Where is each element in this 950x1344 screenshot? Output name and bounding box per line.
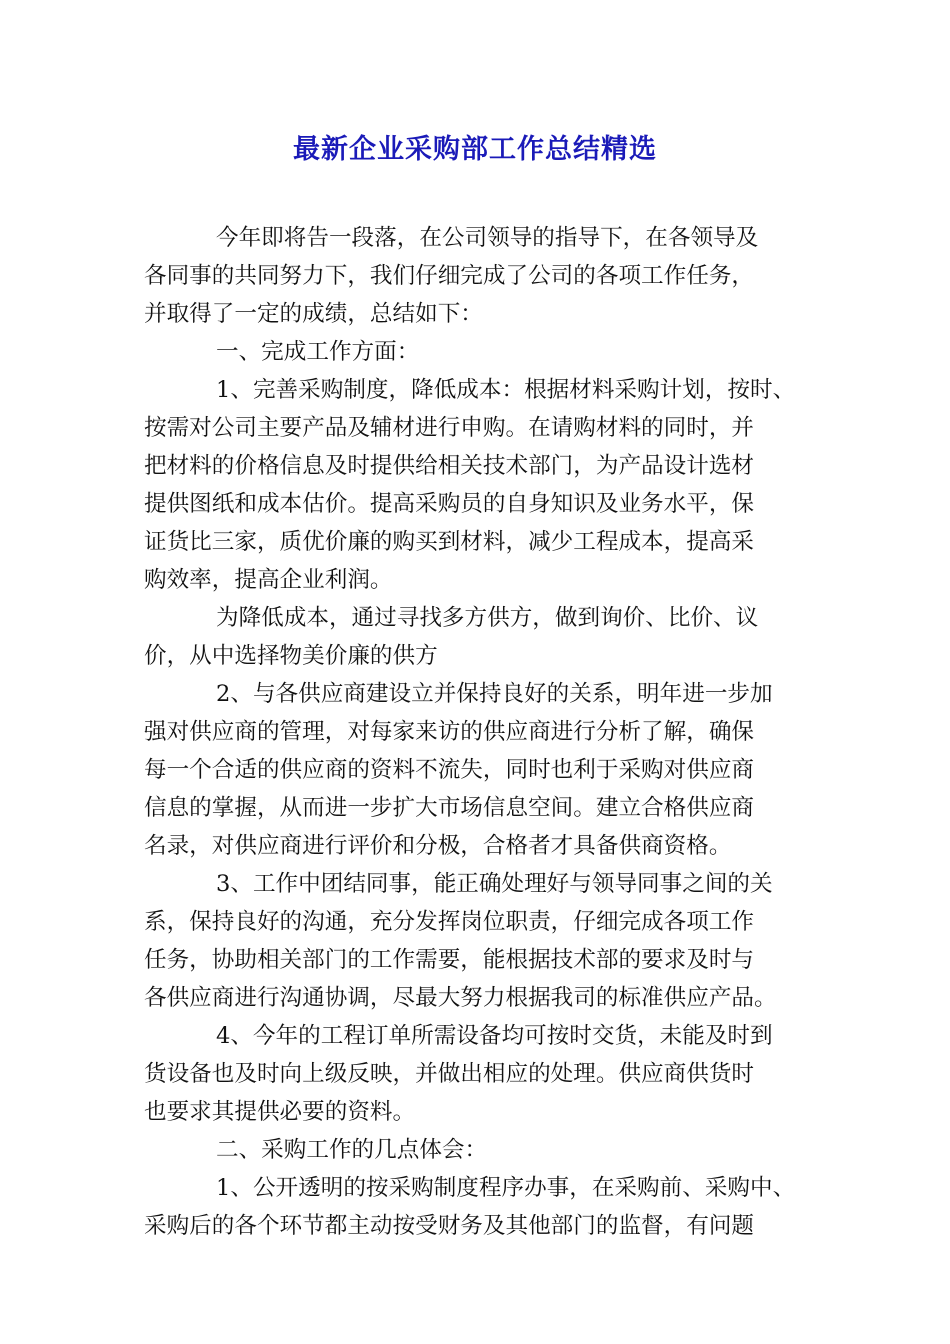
text-line: 每一个合适的供应商的资料不流失，同时也利于采购对供应商 <box>144 757 755 783</box>
text-line: 系，保持良好的沟通，充分发挥岗位职责，仔细完成各项工作 <box>144 909 755 935</box>
document-body <box>144 219 824 1245</box>
text-line: 采购后的各个环节都主动按受财务及其他部门的监督，有问题 <box>144 1213 755 1239</box>
text-line: 强对供应商的管理，对每家来访的供应商进行分析了解，确保 <box>144 719 755 745</box>
text-line: 名录，对供应商进行评价和分极，合格者才具备供商资格。 <box>144 833 732 859</box>
text-line: 任务，协助相关部门的工作需要，能根据技术部的要求及时与 <box>144 947 755 973</box>
text-line: 也要求其提供必要的资料。 <box>144 1099 416 1125</box>
text-line: 1、公开透明的按采购制度程序办事，在采购前、采购中、 <box>216 1175 796 1201</box>
text-line: 货设备也及时向上级反映，并做出相应的处理。供应商供货时 <box>144 1061 755 1087</box>
text-line: 并取得了一定的成绩，总结如下： <box>144 301 483 327</box>
text-line: 提供图纸和成本估价。提高采购员的自身知识及业务水平，保 <box>144 491 755 517</box>
text-line: 购效率，提高企业利润。 <box>144 567 393 593</box>
text-line: 把材料的价格信息及时提供给相关技术部门，为产品设计选材 <box>144 453 755 479</box>
text-line: 3、工作中团结同事，能正确处理好与领导同事之间的关 <box>216 871 773 897</box>
text-line: 证货比三家，质优价廉的购买到材料，减少工程成本，提高采 <box>144 529 755 555</box>
text-line: 二、采购工作的几点体会： <box>216 1137 488 1163</box>
text-line: 价，从中选择物美价廉的供方 <box>144 643 438 669</box>
text-line: 今年即将告一段落，在公司领导的指导下，在各领导及 <box>216 225 759 251</box>
page-title: 最新企业采购部工作总结精选 <box>293 134 657 165</box>
text-line: 各供应商进行沟通协调，尽最大努力根据我司的标准供应产品。 <box>144 985 777 1011</box>
text-line: 1、完善采购制度，降低成本：根据材料采购计划，按时、 <box>216 377 796 403</box>
text-line: 4、今年的工程订单所需设备均可按时交货，未能及时到 <box>216 1023 773 1049</box>
text-line: 按需对公司主要产品及辅材进行申购。在请购材料的同时，并 <box>144 415 755 441</box>
text-line: 一、完成工作方面： <box>216 339 420 365</box>
text-line: 2、与各供应商建设立并保持良好的关系，明年进一步加 <box>216 681 773 707</box>
text-line: 信息的掌握，从而进一步扩大市场信息空间。建立合格供应商 <box>144 795 755 821</box>
text-line: 各同事的共同努力下，我们仔细完成了公司的各项工作任务， <box>144 263 755 289</box>
text-line: 为降低成本，通过寻找多方供方，做到询价、比价、议 <box>216 605 759 631</box>
